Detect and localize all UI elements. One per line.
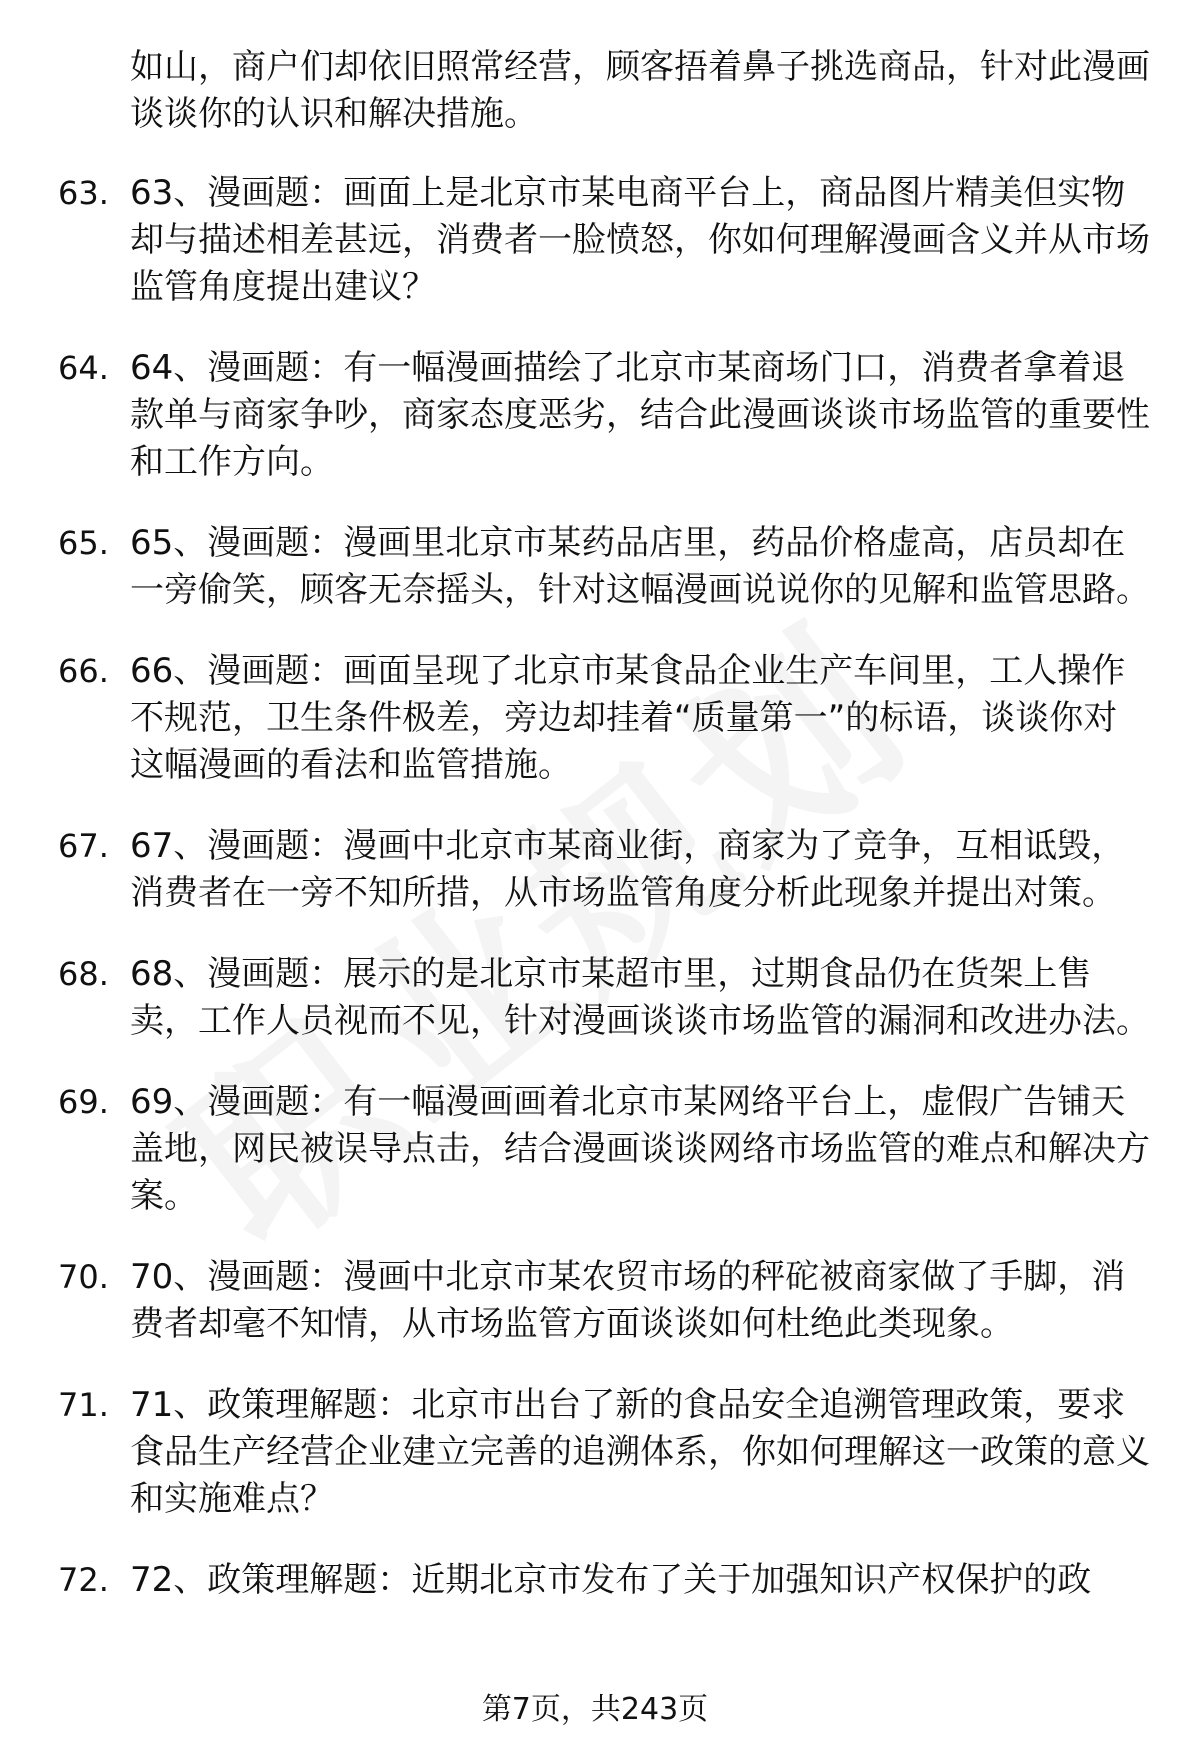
question-number: 71. (58, 1386, 109, 1424)
question-number: 64. (58, 349, 109, 387)
page-footer: 第7页，共243页 (481, 1692, 709, 1727)
question-number: 68. (58, 955, 109, 993)
question-number: 67. (58, 827, 109, 865)
question-number: 66. (58, 652, 109, 690)
question-number: 65. (58, 524, 109, 562)
list-item (58, 1557, 1150, 1604)
list-item (58, 170, 1150, 311)
question-text: 69、漫画题：有一幅漫画画着北京市某网络平台上，虚假广告铺天盖地，网民被误导点击，结合漫画谈谈网络市场监管的难点和解决方案。 (130, 1082, 1150, 1216)
list-item (58, 648, 1150, 789)
question-number: 70. (58, 1258, 109, 1296)
question-number: 63. (58, 174, 109, 212)
question-number: 72. (58, 1561, 109, 1599)
question-text: 70、漫画题：漫画中北京市某农贸市场的秤砣被商家做了手脚，消费者却毫不知情，从市场监管方面谈谈如何杜绝此类现象。 (130, 1257, 1126, 1344)
list-item (58, 1382, 1150, 1523)
list-item (58, 1079, 1150, 1220)
question-text: 64、漫画题：有一幅漫画描绘了北京市某商场门口，消费者拿着退款单与商家争吵，商家态度恶劣，结合此漫画谈谈市场监管的重要性和工作方向。 (130, 348, 1150, 482)
list-item (58, 1254, 1150, 1348)
list-item (58, 520, 1150, 614)
list-item (58, 345, 1150, 486)
list-item (58, 823, 1150, 917)
list-item (58, 951, 1150, 1045)
question-number: 69. (58, 1083, 109, 1121)
question-list (58, 170, 1150, 1638)
question-text: 71、政策理解题：北京市出台了新的食品安全追溯管理政策，要求食品生产经营企业建立完善的追溯体系，你如何理解这一政策的意义和实施难点？ (130, 1385, 1150, 1519)
question-text: 68、漫画题：展示的是北京市某超市里，过期食品仍在货架上售卖，工作人员视而不见，针对漫画谈谈市场监管的漏洞和改进办法。 (130, 954, 1150, 1041)
question-62-continuation: 如山，商户们却依旧照常经营，顾客捂着鼻子挑选商品，针对此漫画谈谈你的认识和解决措施。 (130, 47, 1150, 134)
question-text: 72、政策理解题：近期北京市发布了关于加强知识产权保护的政 (130, 1560, 1092, 1600)
question-text: 66、漫画题：画面呈现了北京市某食品企业生产车间里，工人操作不规范，卫生条件极差，旁边却挂着“质量第一”的标语，谈谈你对这幅漫画的看法和监管措施。 (130, 651, 1126, 785)
question-text: 63、漫画题：画面上是北京市某电商平台上，商品图片精美但实物却与描述相差甚远，消费者一脸愤怒，你如何理解漫画含义并从市场监管角度提出建议？ (130, 173, 1150, 307)
question-text: 67、漫画题：漫画中北京市某商业街，商家为了竞争，互相诋毁，消费者在一旁不知所措，从市场监管角度分析此现象并提出对策。 (130, 826, 1126, 913)
question-text: 65、漫画题：漫画里北京市某药品店里，药品价格虚高，店员却在一旁偷笑，顾客无奈摇头，针对这幅漫画说说你的见解和监管思路。 (130, 523, 1150, 610)
